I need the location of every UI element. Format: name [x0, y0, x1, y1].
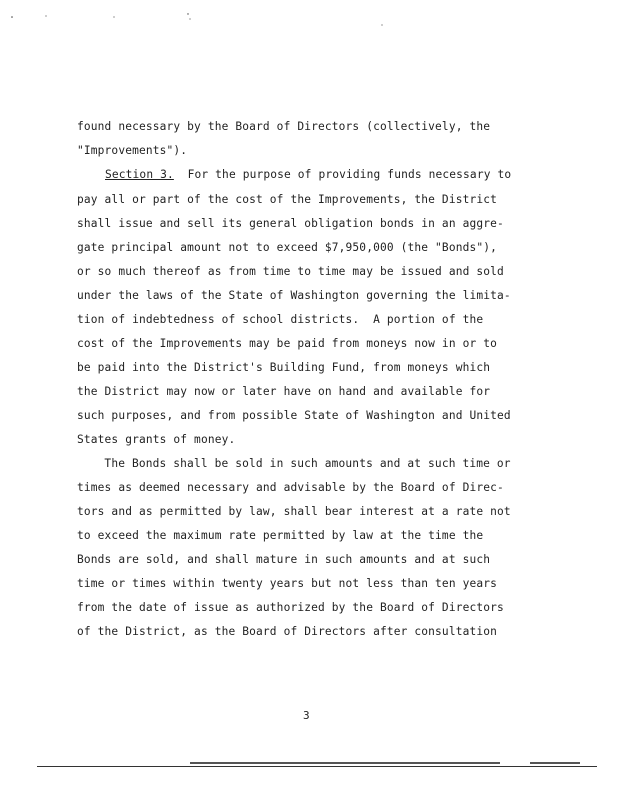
section-heading: Section 3. [105, 168, 174, 181]
body-text-line: "Improvements"). [77, 144, 188, 157]
body-text-line: under the laws of the State of Washington governing the limita- [77, 289, 511, 302]
section-3-line [105, 168, 511, 182]
scan-speck [45, 15, 46, 16]
body-text-line: cost of the Improvements may be paid from moneys now in or to [77, 337, 498, 350]
body-text-line: times as deemed necessary and advisable by the Board of Direc- [77, 481, 504, 494]
body-text-line: or so much thereof as from time to time may be issued and sold [77, 265, 504, 278]
footer-rule [37, 766, 597, 767]
body-text-line: be paid into the District's Building Fund, from moneys which [77, 361, 491, 374]
body-text-line: Bonds are sold, and shall mature in such amounts and at such [77, 553, 491, 566]
body-text-line: such purposes, and from possible State of Washington and United [77, 409, 511, 422]
footer-scan-noise [190, 762, 500, 764]
body-text-line: gate principal amount not to exceed $7,950,000 (the "Bonds"), [77, 241, 498, 254]
body-text-line: tion of indebtedness of school districts. A portion of the [77, 313, 484, 326]
page-number: 3 [303, 709, 310, 722]
body-text-segment: For the purpose of providing funds necessary to [173, 168, 512, 181]
scan-speck [187, 13, 188, 14]
scan-speck [11, 16, 13, 18]
body-text-line: The Bonds shall be sold in such amounts and at such time or [70, 457, 511, 470]
body-text-line: the District may now or later have on hand and available for [77, 385, 491, 398]
footer-scan-noise [530, 762, 580, 764]
scan-speck [113, 16, 114, 17]
scan-speck [381, 24, 382, 25]
scan-speck [189, 18, 190, 19]
body-text-line: pay all or part of the cost of the Improvements, the District [77, 193, 498, 206]
body-text-line: States grants of money. [77, 433, 236, 446]
body-text-line: from the date of issue as authorized by the Board of Directors [77, 601, 504, 614]
body-text-line: of the District, as the Board of Directors after consultation [77, 625, 498, 638]
body-text-line: shall issue and sell its general obligation bonds in an aggre- [77, 217, 504, 230]
body-text-line: time or times within twenty years but not less than ten years [77, 577, 498, 590]
body-text-line: found necessary by the Board of Directors (collectively, the [77, 120, 491, 133]
body-text-line: to exceed the maximum rate permitted by law at the time the [77, 529, 484, 542]
body-text-line: tors and as permitted by law, shall bear interest at a rate not [77, 505, 511, 518]
